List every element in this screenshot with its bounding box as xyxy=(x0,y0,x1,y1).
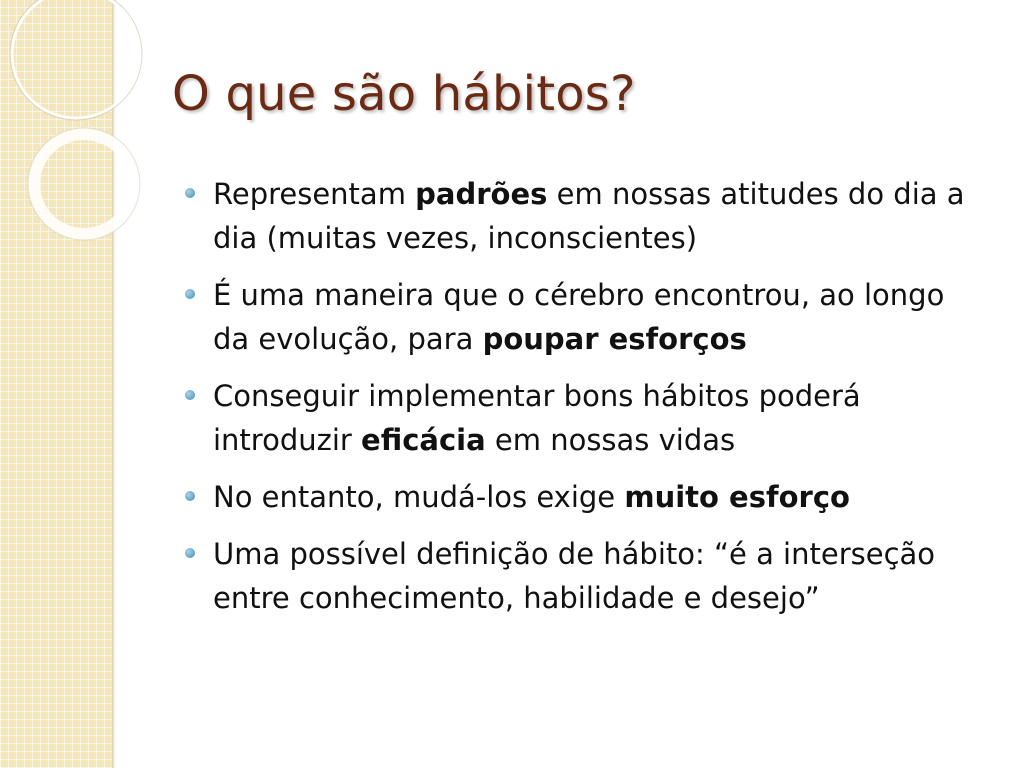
bullet-item xyxy=(182,172,982,260)
bullet-emphasis: poupar esforços xyxy=(482,322,747,356)
bullet-emphasis: padrões xyxy=(415,177,548,211)
bullet-item xyxy=(182,374,982,462)
bullet-text: Conseguir implementar bons hábitos poderá introduzir xyxy=(213,379,861,457)
decorative-rings-graphic xyxy=(0,0,160,280)
bullet-item xyxy=(182,532,982,620)
bullet-text: em nossas vidas xyxy=(485,423,736,457)
bullet-dot-icon xyxy=(185,289,195,299)
bullet-dot-icon xyxy=(185,390,195,400)
bullet-text: Uma possível definição de hábito: “é a interseção entre conhecimento, habilidade e desejo” xyxy=(213,537,936,615)
bullet-list xyxy=(182,172,982,633)
bullet-dot-icon xyxy=(185,491,195,501)
bullet-text: em nossas atitudes do dia a dia (muitas vezes, inconscientes) xyxy=(213,177,965,255)
bullet-emphasis: eficácia xyxy=(361,423,486,457)
bullet-dot-icon xyxy=(185,188,195,198)
bullet-item xyxy=(182,475,982,519)
bullet-text: No entanto, mudá-los exige xyxy=(213,480,625,514)
bullet-dot-icon xyxy=(185,548,195,558)
bullet-emphasis: muito esforço xyxy=(624,480,850,514)
bullet-text: É uma maneira que o cérebro encontrou, ao longo da evolução, para xyxy=(213,278,945,356)
slide-title: O que são hábitos? xyxy=(172,66,636,122)
bullet-text: Representam xyxy=(213,177,416,211)
bullet-item xyxy=(182,273,982,361)
